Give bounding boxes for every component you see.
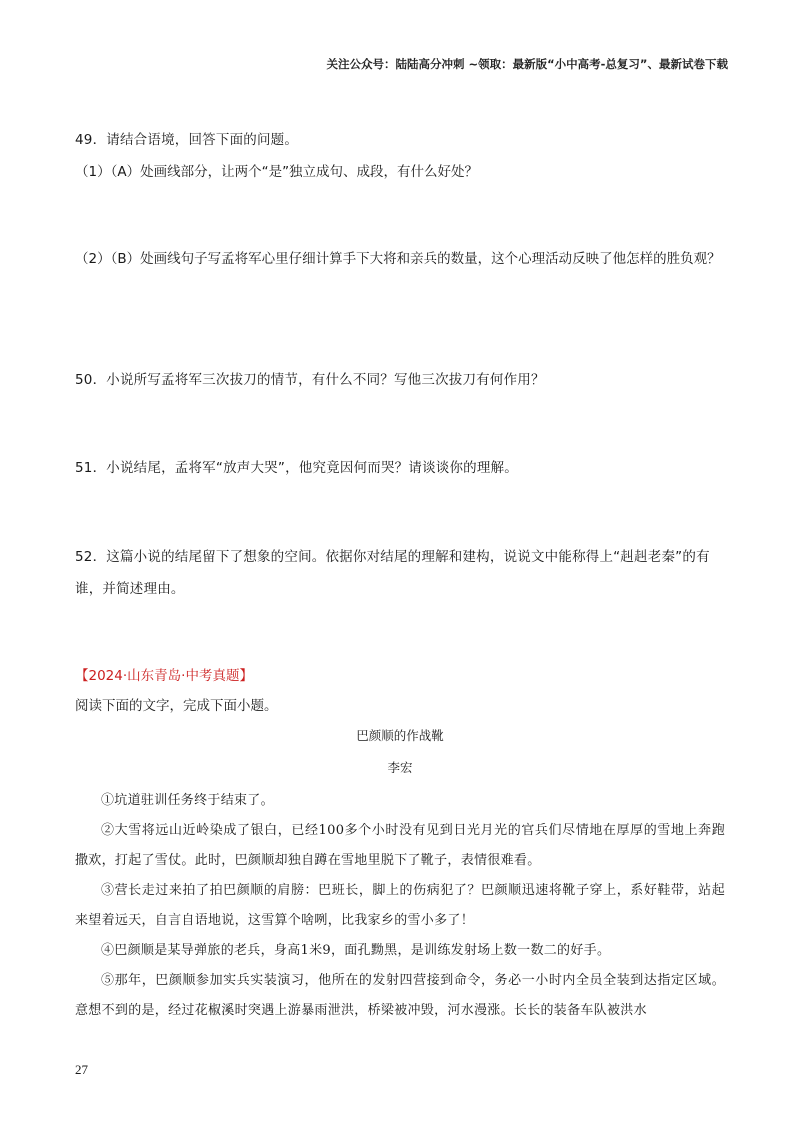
question-50: 50．小说所写孟将军三次拔刀的情节，有什么不同？写他三次拔刀有何作用？	[75, 372, 545, 388]
article-author: 李宏	[387, 760, 413, 775]
paragraph-2: ②大雪将远山近岭染成了银白，已经100多个小时没有见到日光月光的官兵们尽情地在厚厚的雪地上奔跑撒欢，打起了雪仗。此时，巴颜顺却独自蹲在雪地里脱下了靴子，表情很难看。	[75, 823, 725, 868]
question-49-sub-1: （1）（A）处画线部分，让两个“是”独立成句、成段，有什么好处？	[75, 164, 479, 180]
question-49-sub-2: （2）（B）处画线句子写孟将军心里仔细计算手下大将和亲兵的数量，这个心理活动反映了他怎样的胜负观？	[75, 251, 721, 267]
paragraph-3: ③营长走过来拍了拍巴颜顺的肩膀：巴班长，脚上的伤病犯了？巴颜顺迅速将靴子穿上，系好鞋带，站起来望着远天，自言自语地说，这雪算个啥咧，比我家乡的雪小多了！	[75, 883, 725, 928]
paragraph-4: ④巴颜顺是某导弹旅的老兵，身高1米9，面孔黝黑，是训练发射场上数一数二的好手。	[101, 943, 611, 958]
page-header: 关注公众号：陆陆高分冲刺 ~领取：最新版“小中高考-总复习”、最新试卷下载	[326, 57, 728, 71]
source-label: 【2024·山东青岛·中考真题】	[75, 668, 253, 684]
reading-instruction: 阅读下面的文字，完成下面小题。	[75, 698, 278, 714]
question-49-stem: 49．请结合语境，回答下面的问题。	[75, 132, 299, 148]
question-51: 51．小说结尾，孟将军“放声大哭”，他究竟因何而哭？请谈谈你的理解。	[75, 460, 518, 476]
paragraph-5: ⑤那年，巴颜顺参加实兵实装演习，他所在的发射四营接到命令，务必一小时内全员全装到达指定区域。意想不到的是，经过花椒溪时突遇上游暴雨泄洪，桥梁被冲毁，河水漫涨。长长的装备车队被洪水	[75, 973, 725, 1018]
paragraph-1: ①坑道驻训任务终于结束了。	[101, 793, 274, 808]
page-number: 27	[75, 1062, 88, 1077]
question-52: 52．这篇小说的结尾留下了想象的空间。依据你对结尾的理解和建构，说说文中能称得上“赳赳老秦”的有谁，并简述理由。	[75, 549, 710, 597]
article-title: 巴颜顺的作战靴	[356, 728, 444, 743]
